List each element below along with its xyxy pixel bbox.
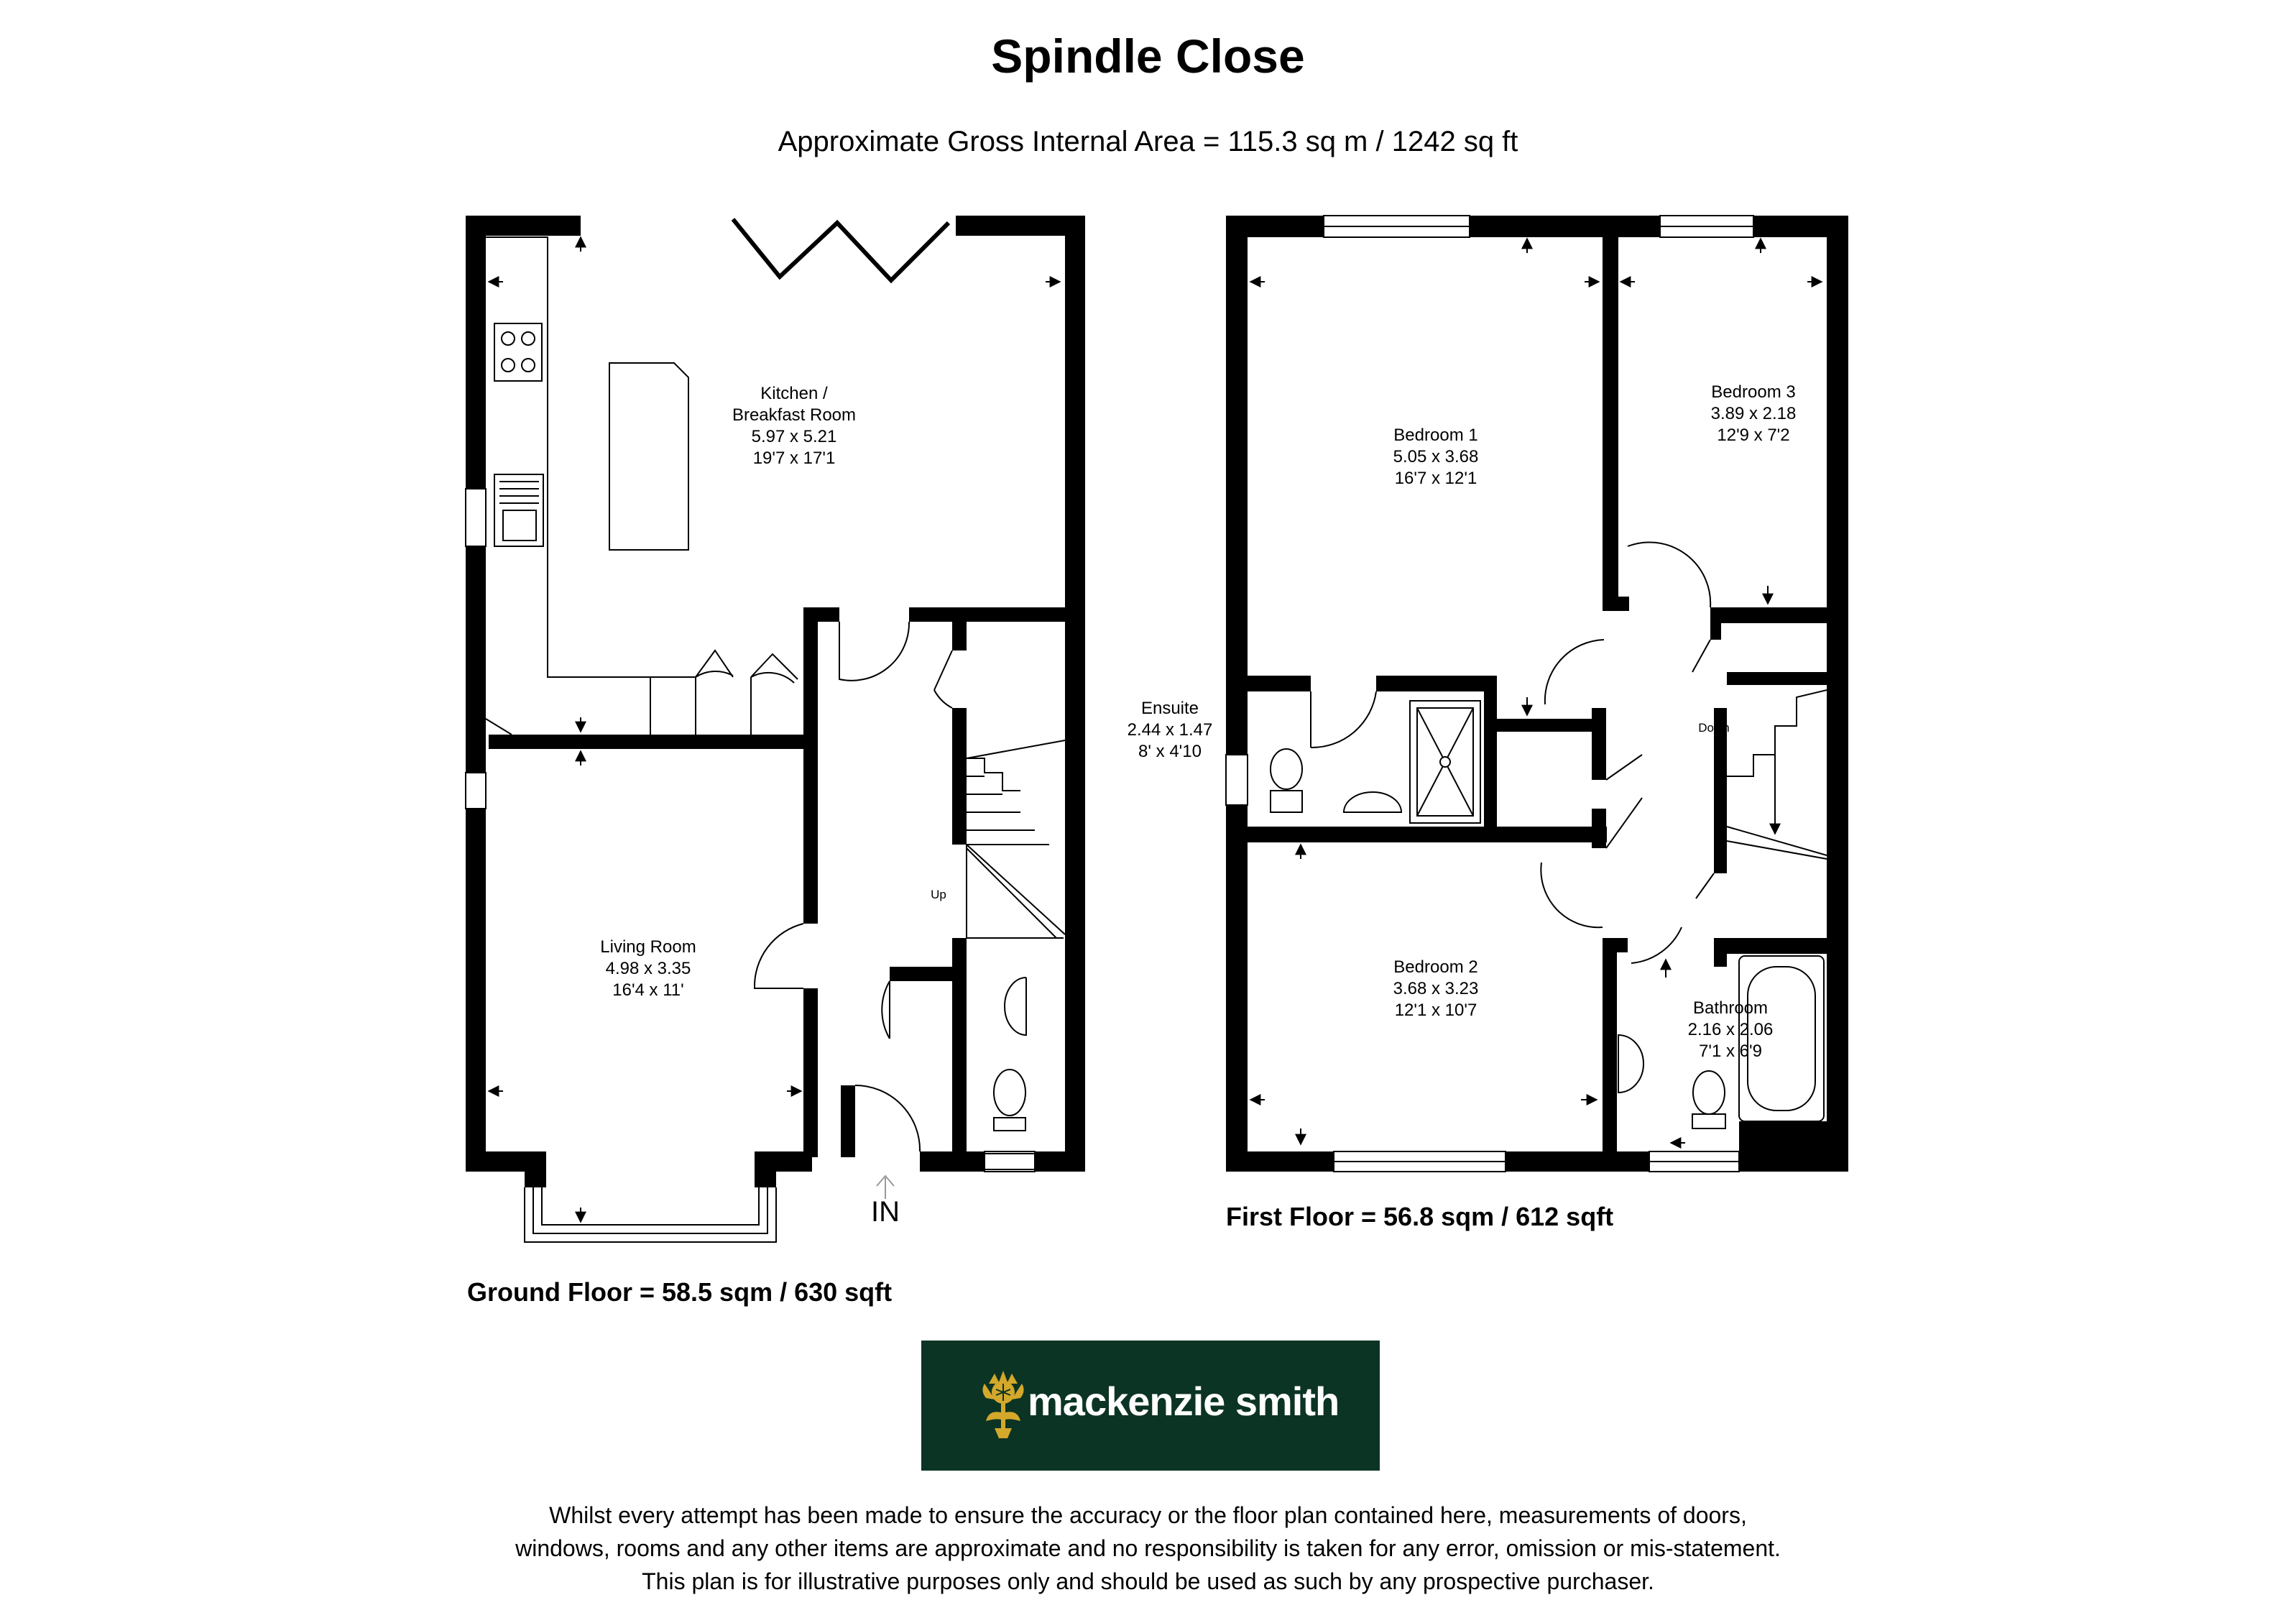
gf-hall-west-wall-upper xyxy=(803,607,818,924)
ff-bed3-south-wall xyxy=(1721,607,1829,623)
bathroom-imperial: 7'1 x 6'9 xyxy=(1699,1042,1762,1061)
gf-west-wall xyxy=(466,216,486,1172)
kitchen-name-line1: Kitchen / xyxy=(760,384,828,403)
gf-stair-west-wall xyxy=(952,708,967,845)
kitchen-name-line2: Breakfast Room xyxy=(732,405,857,425)
gross-area-subtitle: Approximate Gross Internal Area = 115.3 sq m / 1242 sq ft xyxy=(778,126,1518,157)
thistle-icon xyxy=(979,1369,1028,1441)
bedroom3-imperial: 12'9 x 7'2 xyxy=(1717,426,1790,445)
gf-hall-west-wall-lower xyxy=(803,988,818,1157)
gf-east-wall xyxy=(1065,216,1085,1172)
disclaimer-line-2: windows, rooms and any other items are approximate and no responsibility is taken for any error, omission or mis-statement. xyxy=(515,1535,1781,1561)
bedroom1-metric: 5.05 x 3.68 xyxy=(1393,447,1479,466)
gf-north-wall-left xyxy=(466,216,581,236)
disclaimer xyxy=(0,1499,2296,1598)
disclaimer-line-3: This plan is for illustrative purposes only and should be used as such by any prospective purchaser. xyxy=(642,1568,1654,1594)
ff-bed2-north-wall xyxy=(1248,827,1607,842)
ensuite-name: Ensuite xyxy=(1140,699,1199,718)
gf-hall-top-stub xyxy=(818,607,839,622)
gf-south-wall-left xyxy=(466,1151,530,1172)
gf-south-wall-right xyxy=(1035,1151,1085,1172)
ff-ensuite-top-wall-right xyxy=(1376,676,1497,691)
ff-cupboard-top xyxy=(1497,719,1605,732)
gf-bay-right-post xyxy=(755,1151,776,1187)
gf-stair-stub xyxy=(952,622,967,650)
bedroom2-metric: 3.68 x 3.23 xyxy=(1393,979,1479,998)
ff-south-wall-2 xyxy=(1506,1151,1649,1172)
ff-bath-north-wall xyxy=(1714,938,1847,954)
agent-logo xyxy=(921,1341,1380,1471)
ground-floor-plan xyxy=(466,216,1085,1187)
gf-door-jamb xyxy=(841,1085,855,1157)
ff-ensuite-top-wall-left xyxy=(1248,676,1311,691)
ff-bath-corner-block xyxy=(1739,1121,1848,1172)
living-imperial: 16'4 x 11' xyxy=(612,980,684,1000)
kitchen-imperial: 19'7 x 17'1 xyxy=(752,449,836,468)
gf-thin-lines xyxy=(466,219,1065,1242)
bathroom-metric: 2.16 x 2.06 xyxy=(1687,1020,1774,1039)
ff-west-wall xyxy=(1226,216,1248,1172)
ff-bed2-east-wall xyxy=(1603,938,1617,1172)
agent-logo-text: mackenzie smith xyxy=(1028,1379,1340,1424)
bathroom-name: Bathroom xyxy=(1692,998,1769,1018)
kitchen-metric: 5.97 x 5.21 xyxy=(751,427,837,446)
ff-bed1-bed3-wall xyxy=(1603,237,1618,611)
page-title: Spindle Close xyxy=(991,29,1305,83)
gf-stair-top-wall xyxy=(909,607,1067,622)
entrance-label: IN xyxy=(871,1196,900,1228)
ground-floor-area-label: Ground Floor = 58.5 sqm / 630 sqft xyxy=(467,1277,893,1307)
ff-north-wall-1 xyxy=(1226,216,1324,237)
gf-south-wall-door-right xyxy=(920,1151,985,1172)
gf-stairs-label: Up xyxy=(931,888,946,901)
bedroom2-name: Bedroom 2 xyxy=(1393,957,1478,977)
ensuite-imperial: 8' x 4'10 xyxy=(1138,742,1202,761)
living-metric: 4.98 x 3.35 xyxy=(605,959,691,978)
bedroom1-name: Bedroom 1 xyxy=(1393,426,1478,445)
bedroom3-name: Bedroom 3 xyxy=(1711,382,1796,402)
gf-bay-left-post xyxy=(525,1151,546,1187)
bedroom1-imperial: 16'7 x 12'1 xyxy=(1394,469,1477,488)
ensuite-metric: 2.44 x 1.47 xyxy=(1127,720,1213,740)
gf-wc-top-wall xyxy=(890,967,965,981)
ff-stairs-label: Down xyxy=(1698,721,1730,735)
living-name: Living Room xyxy=(600,937,696,957)
disclaimer-line-1: Whilst every attempt has been made to ensure the accuracy or the floor plan contained here, measurements of doors, xyxy=(549,1502,1747,1528)
ff-ensuite-east-wall xyxy=(1484,676,1497,830)
ff-east-wall xyxy=(1827,216,1848,1172)
ff-south-wall-1 xyxy=(1226,1151,1334,1172)
ff-stair-top-wall xyxy=(1727,672,1827,685)
first-floor-area-label: First Floor = 56.8 sqm / 612 sqft xyxy=(1226,1202,1614,1231)
bedroom2-imperial: 12'1 x 10'7 xyxy=(1394,1001,1477,1020)
gf-kitchen-living-wall xyxy=(489,735,818,749)
ff-north-wall-2 xyxy=(1470,216,1660,237)
bedroom3-metric: 3.89 x 2.18 xyxy=(1710,404,1797,423)
